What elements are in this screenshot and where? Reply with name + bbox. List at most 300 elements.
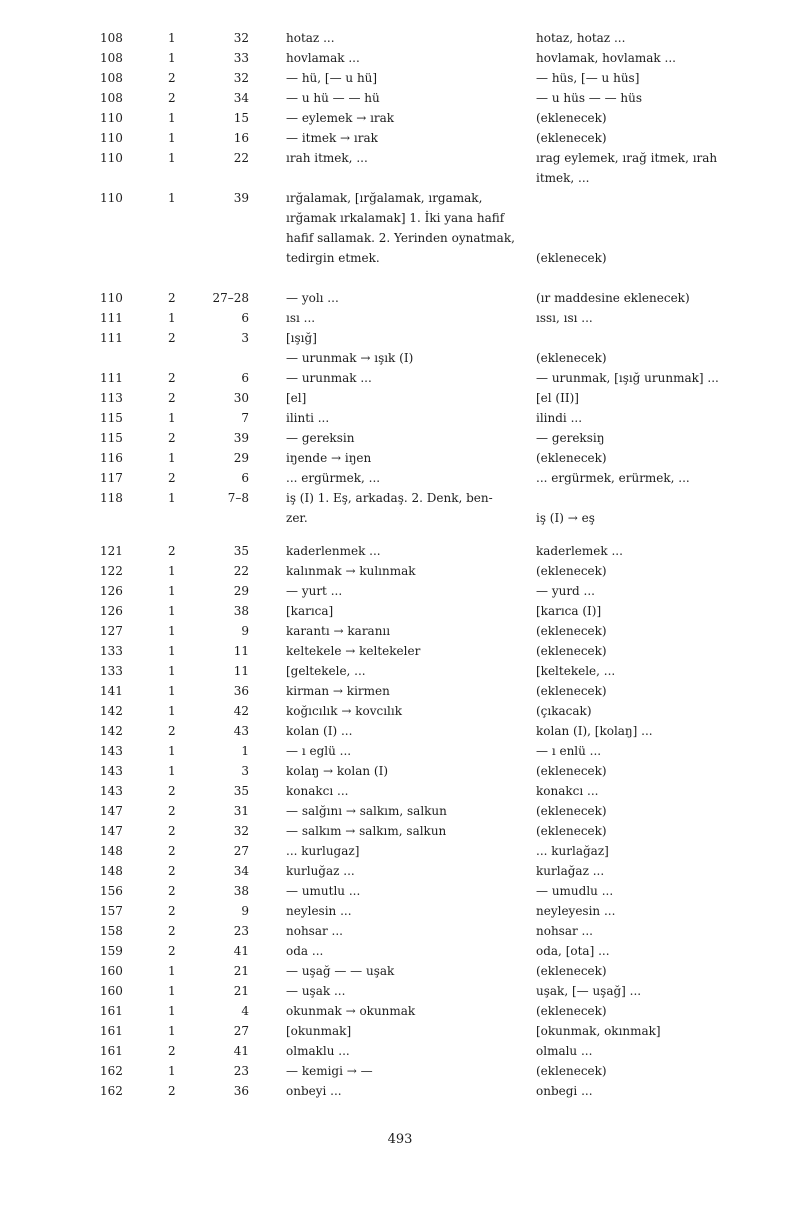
correct-entry: [536, 721, 760, 741]
line-ref: 21: [233, 964, 249, 978]
table-row: [0, 941, 800, 961]
page-ref: 142: [100, 724, 123, 738]
incorrect-entry-line: kolaŋ → kolan (I): [286, 764, 389, 778]
column-ref: 2: [168, 864, 176, 878]
table-row: [0, 388, 800, 408]
table-row: [0, 288, 800, 308]
correct-entry-line: (ır maddesine eklenecek): [536, 291, 690, 305]
column-ref: 1: [168, 31, 176, 45]
incorrect-entry: [286, 88, 536, 108]
column-ref: 1: [168, 151, 176, 165]
page-ref: 160: [100, 964, 123, 978]
line-ref: 9: [241, 904, 249, 918]
incorrect-entry: [286, 661, 536, 681]
page-ref: 141: [100, 684, 123, 698]
correct-entry: [536, 541, 760, 561]
correct-entry-line: [okunmak, okınmak]: [536, 1024, 661, 1038]
table-row: [0, 801, 800, 821]
line-ref: 6: [241, 471, 249, 485]
line-ref: 42: [233, 704, 249, 718]
column-ref: 1: [168, 411, 176, 425]
incorrect-entry: [286, 861, 536, 881]
page-ref: 161: [100, 1024, 123, 1038]
incorrect-entry-line: ... ergürmek, ...: [286, 471, 381, 485]
incorrect-entry-line: ırğamak ırkalamak] 1. İki yana hafif: [286, 211, 505, 225]
page-ref: 156: [100, 884, 123, 898]
table-row: [0, 488, 800, 541]
page-ref: 143: [100, 744, 123, 758]
table-row: [0, 861, 800, 881]
page-ref: 110: [100, 291, 123, 305]
table-row: [0, 701, 800, 721]
column-ref: 1: [168, 311, 176, 325]
incorrect-entry: [286, 541, 536, 561]
page-ref: 113: [100, 391, 123, 405]
correct-entry: [536, 188, 760, 268]
line-ref: 41: [233, 1044, 249, 1058]
page-ref: 133: [100, 664, 123, 678]
correct-entry: [536, 861, 760, 881]
correct-entry-line: neyleyesin ...: [536, 904, 616, 918]
column-ref: 2: [168, 924, 176, 938]
page-ref: 142: [100, 704, 123, 718]
correct-entry-line: uşak, [— uşağ] ...: [536, 984, 642, 998]
line-ref: 23: [233, 1064, 249, 1078]
correct-entry-line: — yurd ...: [536, 584, 595, 598]
correct-entry-line: kurlağaz ...: [536, 864, 605, 878]
page-ref: 148: [100, 844, 123, 858]
line-ref: 36: [233, 1084, 249, 1098]
incorrect-entry-line: kaderlenmek ...: [286, 544, 381, 558]
correct-entry-line: ... kurlağaz]: [536, 844, 609, 858]
correct-entry-line: [keltekele, ...: [536, 664, 616, 678]
correct-entry-line: — gereksiŋ: [536, 431, 605, 445]
correct-entry: [536, 1021, 760, 1041]
table-row: [0, 961, 800, 981]
column-ref: 1: [168, 684, 176, 698]
incorrect-entry: [286, 581, 536, 601]
incorrect-entry-line: ırğalamak, [ırğalamak, ırgamak,: [286, 191, 483, 205]
incorrect-entry: [286, 128, 536, 148]
incorrect-entry: [286, 448, 536, 468]
page-ref: 110: [100, 111, 123, 125]
line-ref: 32: [233, 824, 249, 838]
table-row: [0, 328, 800, 368]
incorrect-entry: [286, 288, 536, 308]
column-ref: 2: [168, 391, 176, 405]
correct-entry: [536, 1081, 760, 1101]
line-ref: 34: [233, 864, 249, 878]
incorrect-entry-line: hovlamak ...: [286, 51, 360, 65]
correct-entry: [536, 921, 760, 941]
column-ref: 1: [168, 624, 176, 638]
page-ref: 127: [100, 624, 123, 638]
incorrect-entry: [286, 108, 536, 128]
incorrect-entry: [286, 681, 536, 701]
line-ref: 41: [233, 944, 249, 958]
correct-entry-line: — ı enlü ...: [536, 744, 602, 758]
column-ref: 1: [168, 451, 176, 465]
table-row: [0, 741, 800, 761]
incorrect-entry-line: koğıcılık → kovcılık: [286, 704, 402, 718]
incorrect-entry-line: konakcı ...: [286, 784, 349, 798]
line-ref: 39: [233, 431, 249, 445]
table-row: [0, 581, 800, 601]
correct-entry: [536, 641, 760, 661]
column-ref: 2: [168, 944, 176, 958]
line-ref: 16: [233, 131, 249, 145]
incorrect-entry: [286, 328, 536, 368]
page-ref: 122: [100, 564, 123, 578]
incorrect-entry-line: kalınmak → kulınmak: [286, 564, 416, 578]
correct-entry-line: ıssı, ısı ...: [536, 311, 593, 325]
line-ref: 9: [241, 624, 249, 638]
incorrect-entry: [286, 941, 536, 961]
incorrect-entry-line: keltekele → keltekeler: [286, 644, 421, 658]
incorrect-entry: [286, 48, 536, 68]
correct-entry-line: (eklenecek): [536, 111, 607, 125]
line-ref: 35: [233, 544, 249, 558]
table-row: [0, 468, 800, 488]
correct-entry-line: (eklenecek): [536, 564, 607, 578]
incorrect-entry: [286, 801, 536, 821]
table-row: [0, 1001, 800, 1021]
correct-entry: [536, 148, 760, 188]
correct-entry: [536, 661, 760, 681]
incorrect-entry-line: [ışığ]: [286, 331, 317, 345]
line-ref: 7: [241, 411, 249, 425]
correct-entry: [536, 741, 760, 761]
correct-entry: [536, 881, 760, 901]
page-ref: 161: [100, 1044, 123, 1058]
column-ref: 1: [168, 1064, 176, 1078]
correct-entry-line: (eklenecek): [536, 804, 607, 818]
column-ref: 1: [168, 964, 176, 978]
incorrect-entry: [286, 601, 536, 621]
incorrect-entry-line: ilinti ...: [286, 411, 330, 425]
incorrect-entry: [286, 721, 536, 741]
correct-entry: [536, 448, 760, 468]
correct-entry: [536, 561, 760, 581]
table-row: [0, 901, 800, 921]
column-ref: 2: [168, 844, 176, 858]
correct-entry-line: (eklenecek): [536, 131, 607, 145]
incorrect-entry-line: ısı ...: [286, 311, 316, 325]
incorrect-entry: [286, 841, 536, 861]
table-row: [0, 541, 800, 561]
incorrect-entry: [286, 901, 536, 921]
correct-entry-line: (eklenecek): [536, 624, 607, 638]
line-ref: 34: [233, 91, 249, 105]
column-ref: 1: [168, 51, 176, 65]
correct-entry-line: (eklenecek): [536, 644, 607, 658]
incorrect-entry: [286, 308, 536, 328]
table-row: [0, 28, 800, 48]
correct-entry-line: [536, 208, 760, 228]
incorrect-entry-line: — itmek → ırak: [286, 131, 378, 145]
correct-entry-line: [536, 488, 760, 508]
correct-entry: [536, 941, 760, 961]
line-ref: 29: [233, 584, 249, 598]
table-row: [0, 108, 800, 128]
correct-entry: [536, 108, 760, 128]
table-row: [0, 1041, 800, 1061]
correct-entry: [536, 288, 760, 308]
correct-entry-line: (eklenecek): [536, 1004, 607, 1018]
correct-entry-line: ilindi ...: [536, 411, 583, 425]
table-row: [0, 308, 800, 328]
line-ref: 38: [233, 884, 249, 898]
table-row: [0, 781, 800, 801]
column-ref: 2: [168, 884, 176, 898]
page-ref: 108: [100, 91, 123, 105]
incorrect-entry-line: iŋende → iŋen: [286, 451, 372, 465]
page-ref: 126: [100, 584, 123, 598]
column-ref: 2: [168, 1084, 176, 1098]
correct-entry: [536, 681, 760, 701]
incorrect-entry-line: — uşak ...: [286, 984, 346, 998]
line-ref: 21: [233, 984, 249, 998]
incorrect-entry: [286, 821, 536, 841]
correct-entry-line: [karıca (I)]: [536, 604, 602, 618]
incorrect-entry: [286, 408, 536, 428]
table-row: [0, 601, 800, 621]
incorrect-entry-line: — kemigi → —: [286, 1064, 373, 1078]
correct-entry-line: kaderlemek ...: [536, 544, 623, 558]
correct-entry-line: onbegi ...: [536, 1084, 593, 1098]
table-row: [0, 68, 800, 88]
page-ref: 159: [100, 944, 123, 958]
table-row: [0, 128, 800, 148]
incorrect-entry: [286, 701, 536, 721]
table-row: [0, 1061, 800, 1081]
incorrect-entry: [286, 28, 536, 48]
incorrect-entry: [286, 741, 536, 761]
incorrect-entry-line: tedirgin etmek.: [286, 251, 380, 265]
page-ref: 161: [100, 1004, 123, 1018]
column-ref: 2: [168, 71, 176, 85]
incorrect-entry: [286, 1021, 536, 1041]
table-row: [0, 821, 800, 841]
correct-entry-line: (çıkacak): [536, 704, 592, 718]
column-ref: 1: [168, 1004, 176, 1018]
incorrect-entry: [286, 981, 536, 1001]
page-ref: 121: [100, 544, 123, 558]
incorrect-entry-line: — umutlu ...: [286, 884, 361, 898]
correct-entry: [536, 1061, 760, 1081]
incorrect-entry-line: [el]: [286, 391, 307, 405]
column-ref: 1: [168, 564, 176, 578]
incorrect-entry-line: nohsar ...: [286, 924, 343, 938]
incorrect-entry: [286, 881, 536, 901]
page-ref: 162: [100, 1084, 123, 1098]
page-ref: 157: [100, 904, 123, 918]
column-ref: 2: [168, 371, 176, 385]
table-row: [0, 881, 800, 901]
page-ref: 133: [100, 644, 123, 658]
correct-entry: [536, 48, 760, 68]
column-ref: 2: [168, 91, 176, 105]
incorrect-entry-line: — urunmak ...: [286, 371, 372, 385]
correct-entry: [536, 821, 760, 841]
correct-entry-line: [536, 188, 760, 208]
line-ref: 3: [241, 331, 249, 345]
incorrect-entry-line: ... kurlugaz]: [286, 844, 360, 858]
line-ref: 11: [233, 644, 249, 658]
table-row: [0, 761, 800, 781]
correct-entry-line: hotaz, hotaz ...: [536, 31, 626, 45]
incorrect-entry-line: okunmak → okunmak: [286, 1004, 416, 1018]
incorrect-entry: [286, 961, 536, 981]
correct-entry-line: (eklenecek): [536, 251, 607, 265]
correct-entry: [536, 408, 760, 428]
page-ref: 110: [100, 151, 123, 165]
correct-entry: [536, 328, 760, 368]
line-ref: 4: [241, 1004, 249, 1018]
line-ref: 27–28: [212, 291, 249, 305]
incorrect-entry-line: — urunmak → ışık (I): [286, 351, 414, 365]
correct-entry: [536, 88, 760, 108]
page-ref: 111: [100, 311, 123, 325]
page-ref: 162: [100, 1064, 123, 1078]
correct-entry: [536, 28, 760, 48]
column-ref: 2: [168, 331, 176, 345]
page-ref: 147: [100, 804, 123, 818]
incorrect-entry-line: — uşağ — — uşak: [286, 964, 395, 978]
incorrect-entry: [286, 761, 536, 781]
correct-entry: [536, 761, 760, 781]
incorrect-entry: [286, 488, 536, 528]
correct-entry-line: — u hüs — — hüs: [536, 91, 643, 105]
incorrect-entry: [286, 1041, 536, 1061]
correct-entry-line: ırag eylemek, ırağ itmek, ırah: [536, 151, 718, 165]
line-ref: 22: [233, 564, 249, 578]
correct-entry-line: iş (I) → eş: [536, 511, 595, 525]
line-ref: 6: [241, 371, 249, 385]
correct-entry-line: — urunmak, [ışığ urunmak] ...: [536, 371, 719, 385]
incorrect-entry: [286, 468, 536, 488]
incorrect-entry: [286, 148, 536, 168]
incorrect-entry: [286, 428, 536, 448]
page-ref: 111: [100, 371, 123, 385]
incorrect-entry: [286, 781, 536, 801]
incorrect-entry-line: — yurt ...: [286, 584, 343, 598]
table-row: [0, 88, 800, 108]
table-row: [0, 188, 800, 288]
correct-entry: [536, 428, 760, 448]
line-ref: 31: [233, 804, 249, 818]
column-ref: 1: [168, 604, 176, 618]
correct-entry: [536, 1001, 760, 1021]
incorrect-entry: [286, 68, 536, 88]
page-ref: 160: [100, 984, 123, 998]
column-ref: 1: [168, 664, 176, 678]
column-ref: 1: [168, 131, 176, 145]
incorrect-entry-line: [geltekele, ...: [286, 664, 366, 678]
incorrect-entry-line: hotaz ...: [286, 31, 335, 45]
column-ref: 1: [168, 191, 176, 205]
table-row: [0, 661, 800, 681]
column-ref: 1: [168, 744, 176, 758]
page-ref: 143: [100, 764, 123, 778]
line-ref: 23: [233, 924, 249, 938]
column-ref: 1: [168, 584, 176, 598]
correct-entry-line: [536, 328, 760, 348]
table-row: [0, 1081, 800, 1101]
table-row: [0, 561, 800, 581]
correct-entry: [536, 468, 760, 488]
correct-entry-line: — umudlu ...: [536, 884, 614, 898]
column-ref: 2: [168, 804, 176, 818]
correct-entry-line: (eklenecek): [536, 684, 607, 698]
page-ref: 126: [100, 604, 123, 618]
incorrect-entry: [286, 1081, 536, 1101]
correct-entry-line: (eklenecek): [536, 451, 607, 465]
correct-entry-line: [536, 228, 760, 248]
correct-entry-line: hovlamak, hovlamak ...: [536, 51, 676, 65]
correct-entry: [536, 601, 760, 621]
table-row: [0, 721, 800, 741]
errata-table: [0, 28, 800, 1101]
page-ref: 158: [100, 924, 123, 938]
column-ref: 2: [168, 724, 176, 738]
column-ref: 2: [168, 291, 176, 305]
table-row: [0, 368, 800, 388]
column-ref: 2: [168, 904, 176, 918]
line-ref: 27: [233, 1024, 249, 1038]
column-ref: 1: [168, 984, 176, 998]
table-row: [0, 641, 800, 661]
line-ref: 43: [233, 724, 249, 738]
column-ref: 2: [168, 1044, 176, 1058]
page-ref: 116: [100, 451, 123, 465]
page-ref: 148: [100, 864, 123, 878]
correct-entry-line: itmek, ...: [536, 171, 590, 185]
correct-entry: [536, 1041, 760, 1061]
correct-entry: [536, 488, 760, 528]
table-row: [0, 921, 800, 941]
page-ref: 111: [100, 331, 123, 345]
column-ref: 2: [168, 471, 176, 485]
incorrect-entry-line: — eylemek → ırak: [286, 111, 395, 125]
line-ref: 39: [233, 191, 249, 205]
table-row: [0, 981, 800, 1001]
page-ref: 110: [100, 191, 123, 205]
incorrect-entry-line: — gereksin: [286, 431, 355, 445]
page-ref: 110: [100, 131, 123, 145]
line-ref: 15: [233, 111, 249, 125]
table-row: [0, 428, 800, 448]
incorrect-entry: [286, 388, 536, 408]
correct-entry: [536, 781, 760, 801]
page-ref: 108: [100, 71, 123, 85]
incorrect-entry-line: kolan (I) ...: [286, 724, 353, 738]
correct-entry-line: nohsar ...: [536, 924, 593, 938]
incorrect-entry: [286, 188, 536, 268]
page-ref: 147: [100, 824, 123, 838]
correct-entry-line: oda, [ota] ...: [536, 944, 610, 958]
incorrect-entry-line: — salğını → salkım, salkun: [286, 804, 447, 818]
incorrect-entry-line: onbeyi ...: [286, 1084, 342, 1098]
column-ref: 1: [168, 111, 176, 125]
incorrect-entry-line: neylesin ...: [286, 904, 352, 918]
incorrect-entry: [286, 368, 536, 388]
table-row: [0, 408, 800, 428]
column-ref: 2: [168, 544, 176, 558]
incorrect-entry-line: karantı → karanıı: [286, 624, 391, 638]
column-ref: 2: [168, 431, 176, 445]
correct-entry: [536, 981, 760, 1001]
